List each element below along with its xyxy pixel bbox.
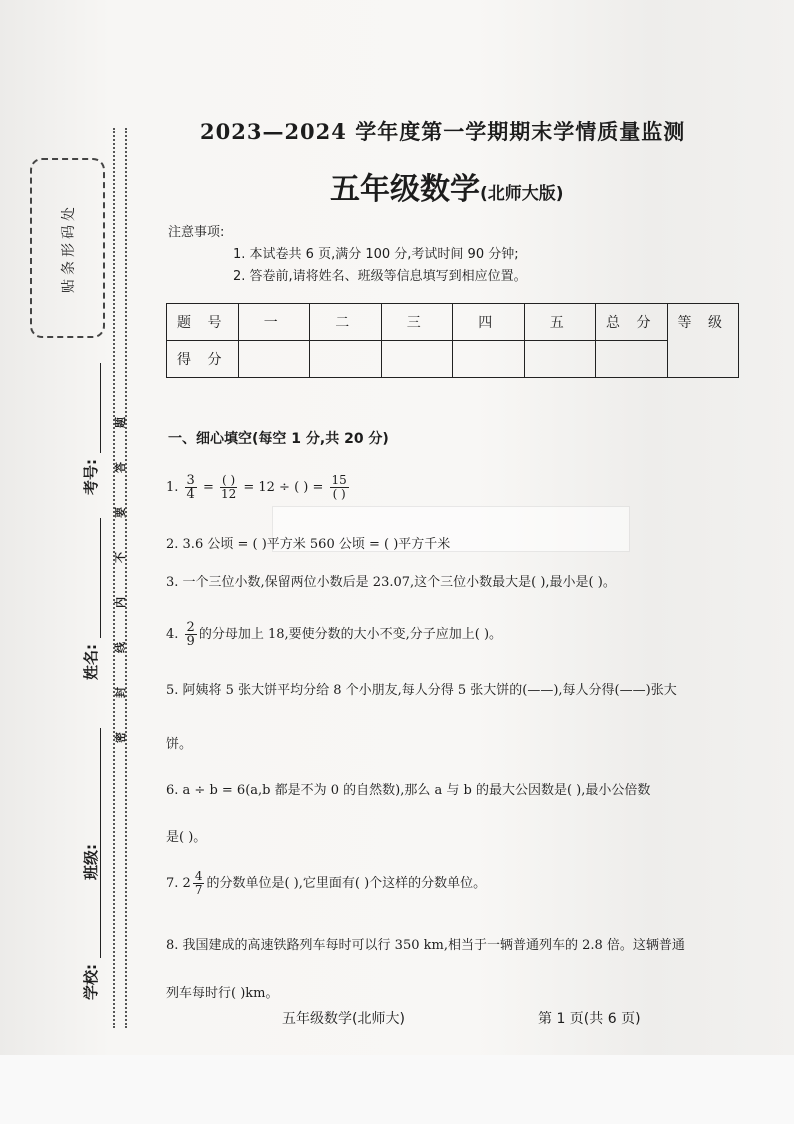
school-line[interactable] [86, 833, 101, 958]
score-table-score-row [167, 341, 739, 378]
exam-subtitle [330, 164, 564, 208]
question-4 [166, 621, 502, 648]
seal-line-text [114, 400, 126, 760]
fraction [193, 870, 205, 897]
fraction [185, 621, 197, 648]
score-cell[interactable] [238, 341, 310, 378]
question-number: 1. [166, 480, 179, 495]
fraction [185, 474, 197, 501]
score-cell[interactable] [596, 341, 668, 378]
seal-char: 答 [113, 462, 127, 473]
exam-number-label: 考号: [82, 459, 100, 495]
school-field [80, 833, 101, 1000]
score-table [166, 303, 739, 378]
barcode-label: 贴条形码处 [60, 203, 77, 293]
exam-number-field [80, 363, 101, 495]
equals-sign: = [202, 480, 214, 495]
score-cell[interactable] [310, 341, 382, 378]
score-header-cell: 三 [381, 304, 453, 341]
scan-margin [0, 1055, 794, 1124]
question-number: 4. [166, 627, 179, 642]
name-field [80, 518, 101, 680]
subject-title: 五年级数学 [330, 172, 480, 207]
seal-char: 线 [113, 642, 127, 653]
exam-title: 2023—2024 学年度第一学期期末学情质量监测 [200, 119, 686, 144]
score-header-cell: 题 号 [167, 304, 239, 341]
score-header-cell: 五 [524, 304, 596, 341]
score-cell[interactable] [524, 341, 596, 378]
footer-page-number: 第 1 页(共 6 页) [538, 1011, 641, 1027]
numerator: 15 [331, 473, 347, 487]
exam-number-line[interactable] [86, 363, 101, 453]
class-line[interactable] [86, 728, 101, 838]
question-2: 2. 3.6 公顷 = ( )平方米 560 公顷 = ( )平方千米 [166, 537, 451, 552]
question-1 [166, 474, 351, 501]
numerator: 2 [186, 620, 195, 635]
fraction [330, 474, 349, 501]
name-label: 姓名: [82, 644, 100, 680]
class-label: 班级: [82, 844, 100, 880]
score-header-cell: 四 [453, 304, 525, 341]
edition-label: (北师大版) [480, 184, 564, 204]
score-table-header-row [167, 304, 739, 341]
question-number: 7. [166, 876, 179, 891]
seal-char: 题 [113, 417, 127, 428]
denominator: 7 [194, 883, 203, 897]
question-8-line-2: 列车每时行( )km。 [166, 986, 279, 1001]
fraction [220, 474, 237, 501]
question-5-line-2: 饼。 [166, 737, 193, 752]
notes-item: 1. 本试卷共 6 页,满分 100 分,考试时间 90 分钟; [233, 247, 519, 262]
school-label: 学校: [82, 964, 100, 1000]
section-title: 一、细心填空(每空 1 分,共 20 分) [168, 431, 389, 447]
question-6-line-2: 是( )。 [166, 830, 207, 845]
name-line[interactable] [86, 518, 101, 638]
score-row-label: 得 分 [167, 341, 239, 378]
score-header-cell: 二 [310, 304, 382, 341]
question-text: 的分数单位是( ),它里面有( )个这样的分数单位。 [206, 876, 487, 891]
question-7 [166, 870, 486, 897]
question-3: 3. 一个三位小数,保留两位小数后是 23.07,这个三位小数最大是( ),最小是( )。 [166, 575, 616, 590]
answer-blank[interactable]: ( ) [332, 487, 346, 501]
score-header-cell: 总 分 [596, 304, 668, 341]
question-5-line-1: 5. 阿姨将 5 张大饼平均分给 8 个小朋友,每人分得 5 张大饼的(——),每人分得(——)张大 [166, 683, 677, 698]
question-6-line-1: 6. a ÷ b = 6(a,b 都是不为 0 的自然数),那么 a 与 b 的最大公因数是( ),最小公倍数 [166, 783, 651, 798]
denominator: 4 [186, 487, 195, 502]
numerator: 4 [194, 869, 203, 883]
answer-blank[interactable]: ( ) [222, 473, 236, 487]
question-8-line-1: 8. 我国建成的高速铁路列车每时可以行 350 km,相当于一辆普通列车的 2.8 倍。这辆普通 [166, 938, 685, 953]
score-header-cell: 一 [238, 304, 310, 341]
seal-char: 密 [113, 732, 127, 743]
grade-header-cell: 等 级 [667, 304, 739, 378]
whole-number: 2 [182, 876, 191, 891]
seal-char: 封 [113, 687, 127, 698]
barcode-area [30, 158, 105, 338]
score-cell[interactable] [381, 341, 453, 378]
notes-item: 2. 答卷前,请将姓名、班级等信息填写到相应位置。 [233, 269, 527, 284]
score-cell[interactable] [453, 341, 525, 378]
numerator: 3 [186, 473, 195, 488]
denominator: 12 [220, 487, 237, 501]
seal-char: 要 [113, 507, 127, 518]
footer-subject: 五年级数学(北师大) [282, 1011, 405, 1027]
exam-notes [168, 222, 527, 288]
question-text: = 12 ÷ ( ) = [243, 480, 324, 495]
seal-char: 内 [113, 597, 127, 608]
denominator: 9 [186, 634, 195, 649]
question-text: 的分母加上 18,要使分数的大小不变,分子应加上( )。 [198, 627, 503, 642]
notes-heading: 注意事项: [168, 225, 225, 240]
seal-char: 不 [113, 552, 127, 563]
